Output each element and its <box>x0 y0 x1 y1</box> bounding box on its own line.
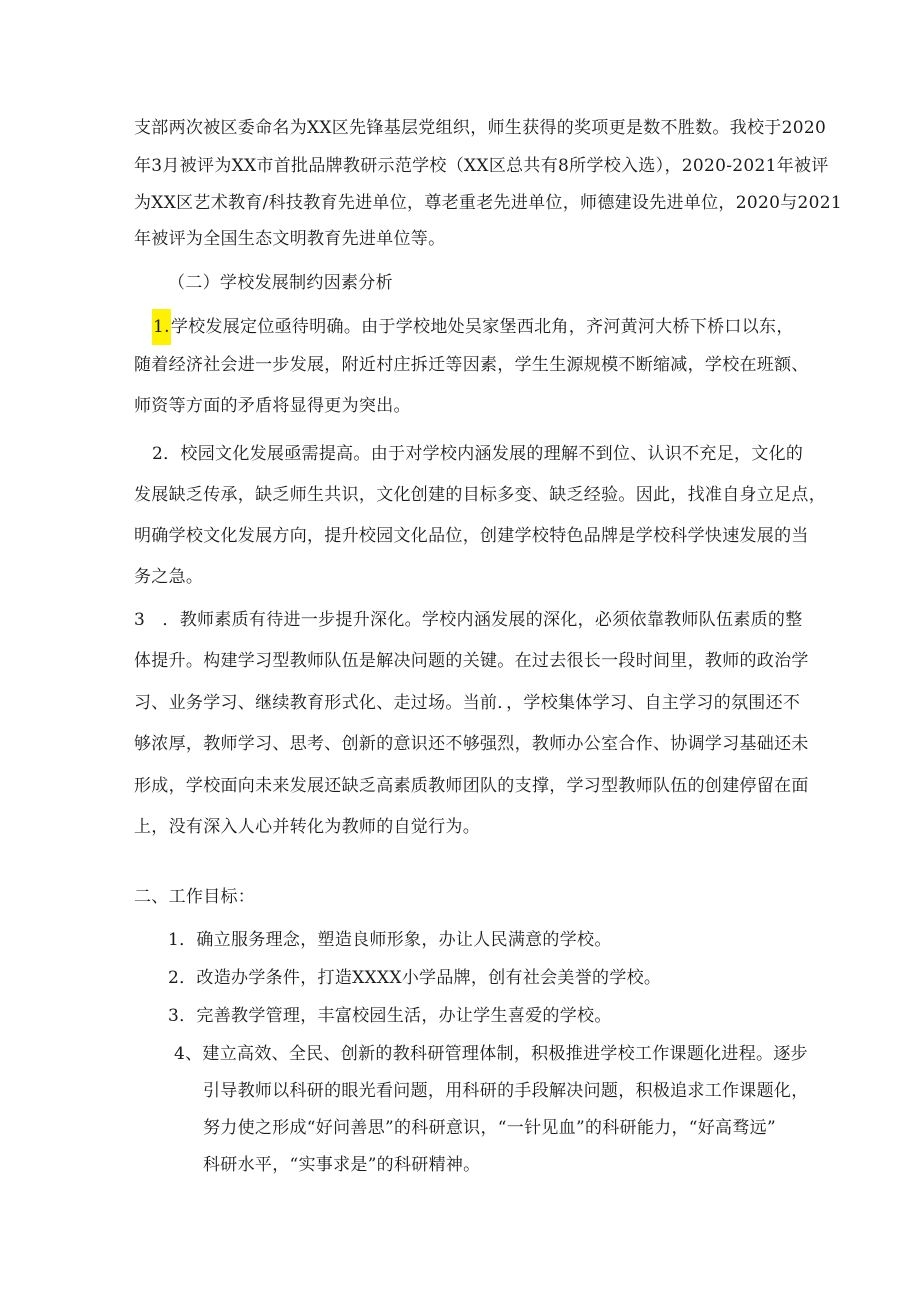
goal-item-4-line-3: 努力使之形成“好问善思”的科研意识，“一针见血”的科研能力，“好高骛远” <box>203 1118 776 1138</box>
item2-line-2: 发展缺乏传承，缺乏师生共识，文化创建的目标多变、缺乏经验。因此，找准自身立足点， <box>134 485 826 505</box>
section-heading-constraints: （二）学校发展制约因素分析 <box>168 273 393 293</box>
item1-marker-highlight: 1. <box>152 309 171 345</box>
item3-line-1: 3 ．教师素质有待进一步提升深化。学校内涵发展的深化，必须依靠教师队伍素质的整 <box>134 610 803 630</box>
intro-line-1: 支部两次被区委命名为XX区先锋基层党组织，师生获得的奖项更是数不胜数。我校于2020 <box>134 118 827 138</box>
item2-line-3: 明确学校文化发展方向，提升校园文化品位，创建学校特色品牌是学校科学快速发展的当 <box>134 526 809 546</box>
item2-line-4: 务之急。 <box>134 567 204 587</box>
intro-line-2: 年3月被评为XX市首批品牌教研示范学校（XX区总共有8所学校入选），2020-2021年被评 <box>134 156 829 176</box>
item1-line-2: 随着经济社会进一步发展，附近村庄拆迁等因素，学生生源规模不断缩减，学校在班额、 <box>134 355 809 375</box>
item1-line-3: 师资等方面的矛盾将显得更为突出。 <box>134 396 411 416</box>
item3-line-2: 体提升。构建学习型教师队伍是解决问题的关键。在过去很长一段时间里，教师的政治学 <box>134 651 809 671</box>
item1-line-1-text: 学校发展定位亟待明确。由于学校地处吴家堡西北角，齐河黄河大桥下桥口以东， <box>170 317 794 337</box>
intro-line-4: 年被评为全国生态文明教育先进单位等。 <box>134 229 446 249</box>
item3-line-3: 习、业务学习、继续教育形式化、走过场。当前．，学校集体学习、自主学习的氛围还不 <box>134 693 801 713</box>
item3-line-4: 够浓厚，教师学习、思考、创新的意识还不够强烈，教师办公室合作、协调学习基础还未 <box>134 734 809 754</box>
goal-item-3: 3．完善教学管理，丰富校园生活，办让学生喜爱的学校。 <box>168 1006 612 1026</box>
item3-line-6: 上，没有深入人心并转化为教师的自觉行为。 <box>134 817 480 837</box>
goal-item-4-line-2: 引导教师以科研的眼光看问题，用科研的手段解决问题，积极追求工作课题化， <box>203 1081 809 1101</box>
item2-line-1: 2．校园文化发展亟需提高。由于对学校内涵发展的理解不到位、认识不充足，文化的 <box>152 444 804 464</box>
item3-line-5: 形成，学校面向未来发展还缺乏高素质教师团队的支撑，学习型教师队伍的创建停留在面 <box>134 776 809 796</box>
goal-item-4-line-4: 科研水平，“实事求是”的科研精神。 <box>203 1155 481 1175</box>
section-heading-goals: 二、工作目标： <box>134 887 256 907</box>
intro-line-3: 为XX区艺术教育/科技教育先进单位，尊老重老先进单位，师德建设先进单位，2020与2021 <box>134 193 842 213</box>
goal-item-4-line-1: 4、建立高效、全民、创新的教科研管理体制，积极推进学校工作课题化进程。逐步 <box>174 1044 808 1064</box>
item1-line-1 <box>152 316 794 338</box>
goal-item-1: 1．确立服务理念，塑造良师形象，办让人民满意的学校。 <box>168 930 612 950</box>
goal-item-2: 2．改造办学条件，打造XXXX小学品牌，创有社会美誉的学校。 <box>168 968 662 988</box>
